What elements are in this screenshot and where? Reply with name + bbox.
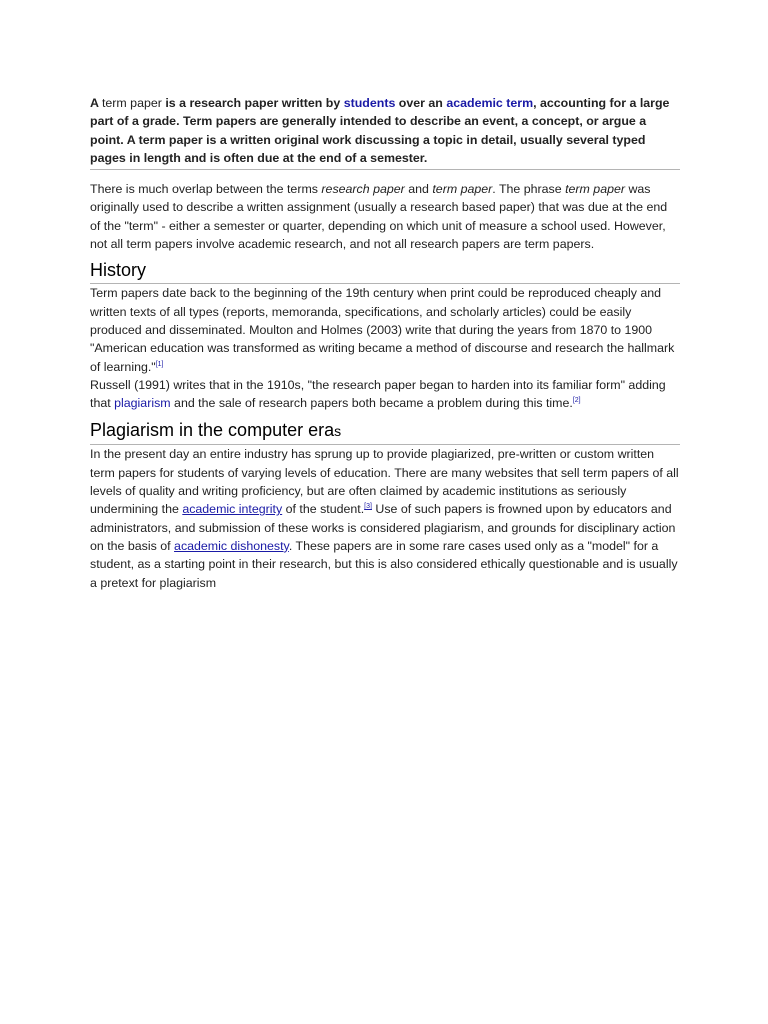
article bbox=[90, 94, 680, 592]
plagiarism-text-4: . These papers are in some rare cases used only as a "model" for a student, as a starting point in their research, but this is also considered ethically questionable and is usually a pretext for plagiarism bbox=[90, 538, 678, 590]
reference-2 bbox=[573, 397, 581, 404]
plagiarism-paragraph bbox=[90, 445, 680, 591]
academic-term-link[interactable]: academic term bbox=[446, 96, 534, 110]
plagiarism-heading-suffix: s bbox=[334, 423, 342, 440]
intro-text-1: is a research paper written by bbox=[165, 96, 341, 110]
plagiarism-heading-text: Plagiarism in the computer era bbox=[90, 420, 335, 441]
overlap-text-1: There is much overlap between the terms bbox=[90, 182, 318, 197]
plagiarism-heading bbox=[90, 418, 680, 445]
academic-integrity-link[interactable]: academic integrity bbox=[182, 502, 283, 517]
overlap-and: and bbox=[408, 182, 429, 197]
reference-1 bbox=[156, 360, 164, 367]
plagiarism-text-2: of the student. bbox=[285, 502, 365, 517]
intro-text-2: over an bbox=[398, 96, 443, 110]
intro-paragraph bbox=[90, 94, 680, 170]
overlap-term-paper: term paper bbox=[432, 182, 493, 197]
plagiarism-text-1: In the present day an entire industry has sprung up to provide plagiarized, pre-written or custom written term papers for students of varying levels of education. There are many websites that sell term papers of all levels of quality and writing proficiency, but are often claimed by academic institutions as seriously undermining the bbox=[90, 447, 679, 517]
overlap-term-paper-2: term paper bbox=[565, 182, 625, 197]
history-text-2a: Russell (1991) writes that in the 1910s, "the research paper began to harden into its familiar form" adding that bbox=[90, 377, 666, 411]
history-paragraph-1 bbox=[90, 284, 680, 375]
history-text-2b: and the sale of research papers both became a problem during this time. bbox=[174, 396, 573, 411]
history-heading: History bbox=[90, 258, 680, 284]
intro-text-3: , accounting for a large part of a grade. Term papers are generally intended to describe an event, a concept, or argue a point. A term paper is a written original work discussing a topic in detail, usually several typed pages in length and is often due at the end of a semester. bbox=[90, 96, 670, 165]
plagiarism-link[interactable]: plagiarism bbox=[114, 396, 171, 411]
reference-3-link[interactable]: [3] bbox=[364, 503, 372, 511]
students-link[interactable]: students bbox=[343, 96, 396, 110]
reference-2-link[interactable]: [2] bbox=[572, 397, 581, 405]
overlap-text-2: . The phrase bbox=[492, 182, 562, 197]
history-text-1: Term papers date back to the beginning of the 19th century when print could be reproduced cheaply and written texts of all types (reports, memoranda, specifications, and scholarly articles) could be easily produced and disseminated. Moulton and Holmes (2003) write that during the years from 1870 to 1900 "American education was transformed as writing became a method of discourse and research the hallmark of learning." bbox=[90, 286, 675, 374]
plagiarism-text-3: Use of such papers is frowned upon by educators and administrators, and submission of these works is considered plagiarism, and grounds for disciplinary action on the basis of bbox=[90, 502, 676, 553]
overlap-text-3: was originally used to describe a written assignment (usually a research based paper) that was due at the end of the "term" - either a semester or quarter, depending on which unit of measure a school used. However, not all term papers involve academic research, and not all research papers are term papers. bbox=[90, 182, 668, 252]
overlap-research-paper: research paper bbox=[321, 182, 405, 197]
history-paragraph-2 bbox=[90, 376, 680, 413]
reference-1-link[interactable]: [1] bbox=[155, 360, 164, 368]
intro-a: A bbox=[90, 96, 99, 110]
intro-term-paper: term paper bbox=[101, 96, 162, 110]
overlap-paragraph bbox=[90, 180, 680, 253]
academic-dishonesty-link[interactable]: academic dishonesty bbox=[174, 538, 289, 553]
reference-3 bbox=[364, 503, 372, 510]
